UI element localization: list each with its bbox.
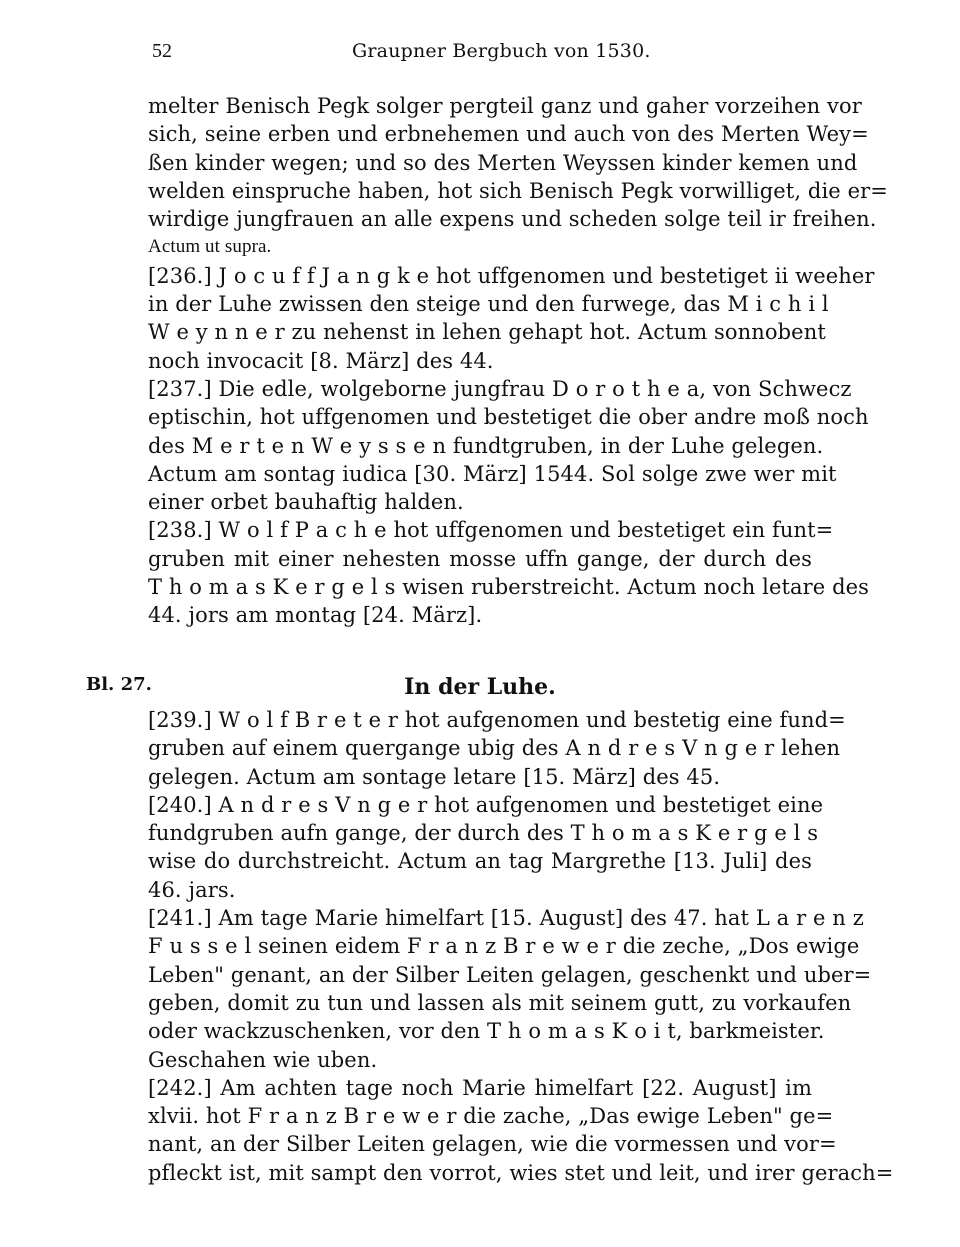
text-line: Leben" genant, an der Silber Leiten gelagen, geschenkt und uber= bbox=[148, 962, 872, 987]
text-line: Actum ut supra. bbox=[148, 236, 272, 258]
text-line: gruben mit einer nehesten mosse uffn gange, der durch des bbox=[148, 546, 812, 571]
text-line: Actum am sontag iudica [30. März] 1544. Sol solge zwe wer mit bbox=[148, 461, 837, 486]
text-line: 44. jors am montag [24. März]. bbox=[148, 603, 483, 628]
text-line: einer orbet bauhaftig halden. bbox=[148, 490, 464, 515]
text-line: F u s s e l seinen eidem F r a n z B r e w e r die zeche, „Dos ewige bbox=[148, 934, 860, 959]
text-line: Geschahen wie uben. bbox=[148, 1047, 378, 1072]
text-line: W e y n n e r zu nehenst in lehen gehapt hot. Actum sonnobent bbox=[148, 320, 826, 345]
margin-note: Bl. 27. bbox=[86, 674, 152, 695]
text-line: wise do durchstreicht. Actum an tag Margrethe [13. Juli] des bbox=[148, 849, 812, 874]
text-line: oder wackzuschenken, vor den T h o m a s K o i t, barkmeister. bbox=[148, 1019, 825, 1044]
text-line: pfleckt ist, mit sampt den vorrot, wies stet und leit, und irer gerach= bbox=[148, 1160, 894, 1185]
text-line: welden einspruche haben, hot sich Benisch Pegk vorwilliget, die er= bbox=[148, 178, 888, 203]
text-line: ßen kinder wegen; und so des Merten Weyssen kinder kemen und bbox=[148, 150, 858, 175]
text-line: melter Benisch Pegk solger pergteil ganz und gaher vorzeihen vor bbox=[148, 94, 862, 118]
text-line: gruben auf einem quergange ubig des A n d r e s V n g e r lehen bbox=[148, 736, 841, 761]
text-line: 46. jars. bbox=[148, 877, 236, 902]
text-line: gelegen. Actum am sontage letare [15. März] des 45. bbox=[148, 764, 721, 789]
text-line: nant, an der Silber Leiten gelagen, wie die vormessen und vor= bbox=[148, 1132, 837, 1157]
text-line: eptischin, hot uffgenomen und bestetiget die ober andre moß noch bbox=[148, 405, 869, 430]
text-line: in der Luhe zwissen den steige und den furwege, das M i c h i l bbox=[148, 292, 829, 317]
text-line: [238.] W o l f P a c h e hot uffgenomen und bestetiget ein funt= bbox=[148, 518, 834, 543]
text-block-bottom bbox=[148, 706, 894, 1187]
text-line: sich, seine erben und erbnehemen und auch von des Merten Wey= bbox=[148, 122, 869, 147]
running-title: Graupner Bergbuch von 1530. bbox=[352, 40, 651, 62]
text-line: des M e r t e n W e y s s e n fundtgruben, in der Luhe gelegen. bbox=[148, 433, 824, 458]
text-line: [237.] Die edle, wolgeborne jungfrau D o r o t h e a, von Schwecz bbox=[148, 376, 852, 401]
text-line: [240.] A n d r e s V n g e r hot aufgenomen und bestetiget eine bbox=[148, 792, 824, 817]
text-line: T h o m a s K e r g e l s wisen ruberstreicht. Actum noch letare des bbox=[148, 575, 870, 600]
text-line: wirdige jungfrauen an alle expens und scheden solge teil ir freihen. bbox=[148, 207, 877, 232]
text-block-top bbox=[148, 92, 888, 630]
text-line: xlvii. hot F r a n z B r e w e r die zache, „Das ewige Leben" ge= bbox=[148, 1104, 834, 1129]
text-line: geben, domit zu tun und lassen als mit seinem gutt, zu vorkaufen bbox=[148, 990, 852, 1015]
text-line: [242.] Am achten tage noch Marie himelfart [22. August] im bbox=[148, 1075, 812, 1100]
page-number: 52 bbox=[152, 40, 172, 62]
page-header bbox=[152, 40, 810, 72]
text-line: [241.] Am tage Marie himelfart [15. August] des 47. hat L a r e n z bbox=[148, 906, 864, 931]
text-line: noch invocacit [8. März] des 44. bbox=[148, 348, 494, 373]
text-line: [239.] W o l f B r e t e r hot aufgenomen und bestetig eine fund= bbox=[148, 708, 846, 732]
text-line: [236.] J o c u f f J a n g k e hot uffgenomen und bestetiget ii weeher bbox=[148, 263, 875, 288]
section-title: In der Luhe. bbox=[404, 674, 556, 700]
text-line: fundgruben aufn gange, der durch des T h o m a s K e r g e l s bbox=[148, 821, 819, 846]
